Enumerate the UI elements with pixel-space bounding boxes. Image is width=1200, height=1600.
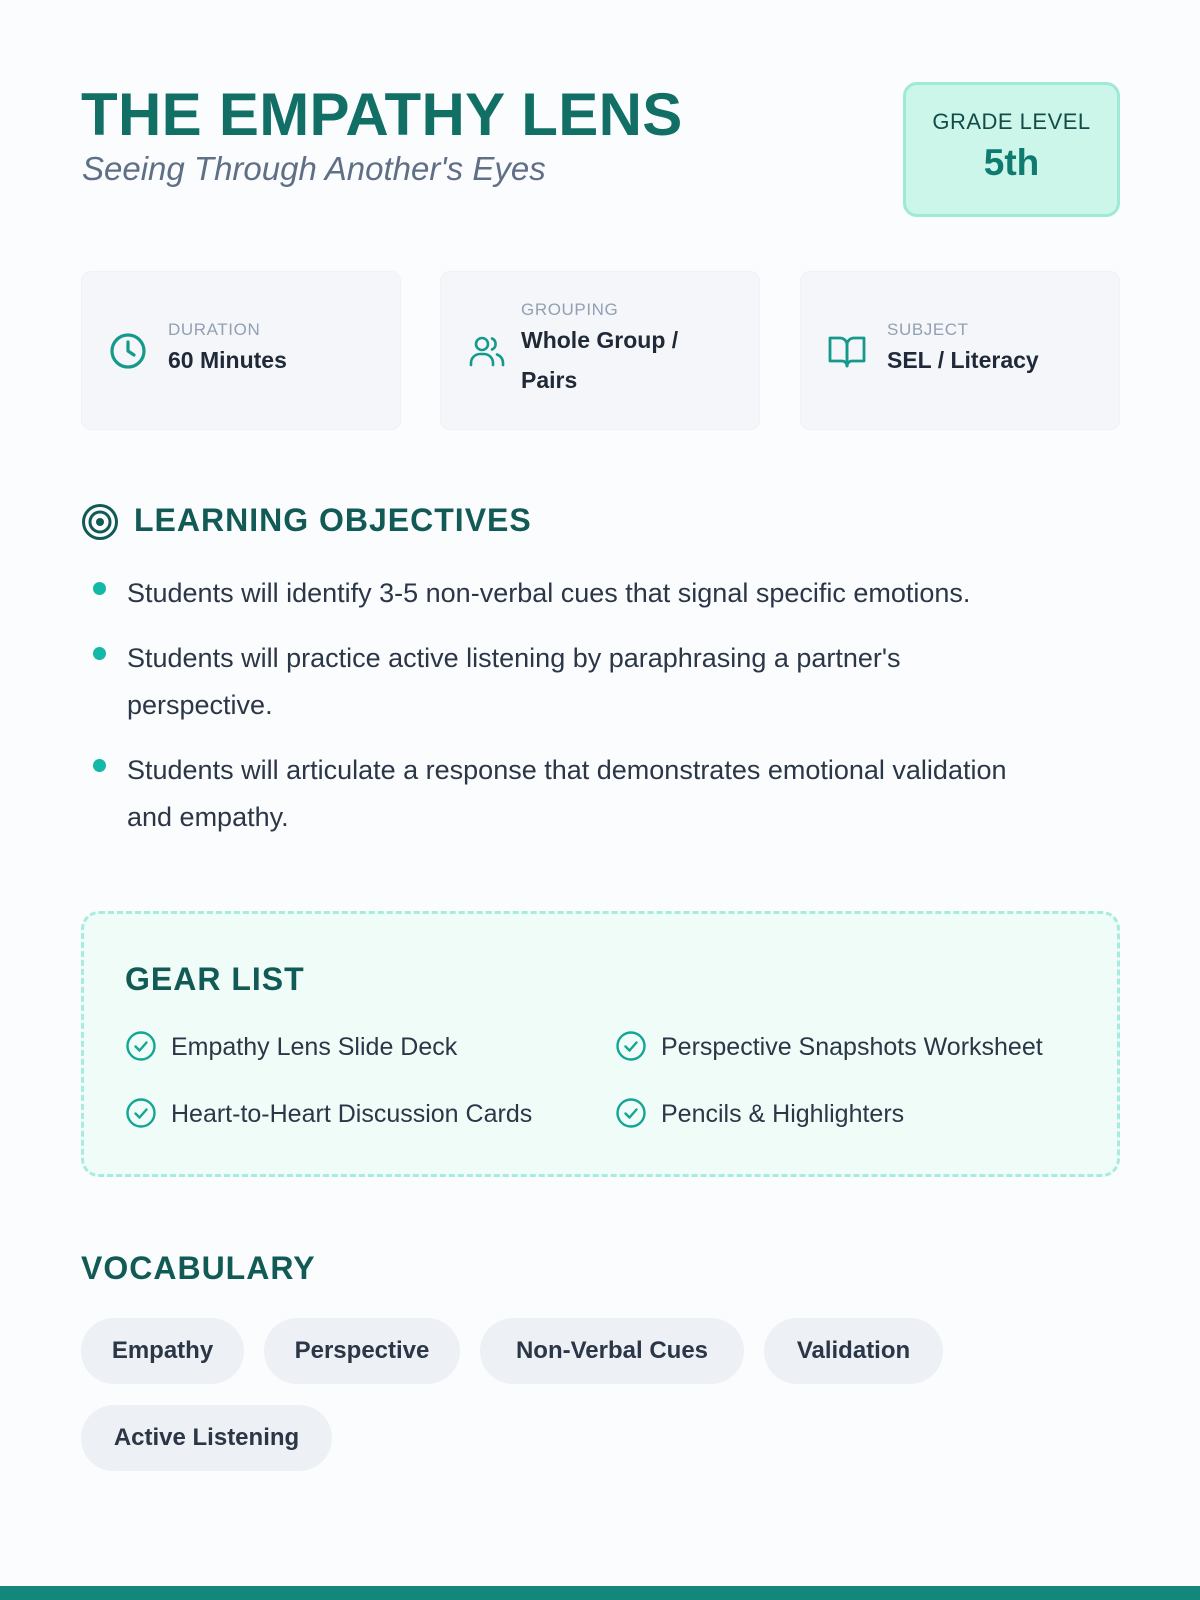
objectives-title: LEARNING OBJECTIVES <box>134 502 532 538</box>
footer-bar <box>0 1586 1200 1600</box>
page-title: THE EMPATHY LENS <box>81 81 683 148</box>
lesson-plan-page <box>81 0 1120 1600</box>
vocabulary-title: VOCABULARY <box>81 1250 316 1286</box>
duration-card <box>81 271 401 430</box>
vocab-chip: Active Listening <box>81 1405 332 1471</box>
objective-item <box>81 747 1120 841</box>
grouping-label: GROUPING <box>521 300 619 319</box>
objectives-header <box>81 500 781 542</box>
objective-item <box>81 570 1120 617</box>
vocab-chip: Perspective <box>264 1318 460 1384</box>
grouping-card <box>440 271 760 430</box>
users-icon <box>467 331 507 371</box>
check-circle-icon <box>125 1030 157 1062</box>
subject-label: SUBJECT <box>887 320 969 339</box>
check-circle-icon <box>125 1097 157 1129</box>
objective-text: Students will practice active listening by paraphrasing a partner's perspective. <box>127 643 901 720</box>
gear-list-title: GEAR LIST <box>125 961 305 997</box>
bullet-icon <box>93 582 106 595</box>
objective-text: Students will identify 3-5 non-verbal cues that signal specific emotions. <box>127 578 971 608</box>
grade-level-value: 5th <box>983 142 1040 183</box>
grade-level-label: GRADE LEVEL <box>932 109 1091 134</box>
bullet-icon <box>93 647 106 660</box>
page-subtitle: Seeing Through Another's Eyes <box>82 150 546 187</box>
objective-item <box>81 635 1120 729</box>
header <box>81 82 1120 217</box>
target-icon <box>81 503 119 541</box>
check-circle-icon <box>615 1030 647 1062</box>
objective-text: Students will articulate a response that demonstrates emotional validation and empathy. <box>127 755 1007 832</box>
objectives-list <box>81 570 1120 859</box>
subject-card <box>800 271 1120 430</box>
gear-item-label: Pencils & Highlighters <box>661 1100 905 1128</box>
grade-level-badge <box>903 82 1120 217</box>
info-cards <box>81 271 1120 430</box>
clock-icon <box>108 331 148 371</box>
vocab-chip: Non-Verbal Cues <box>480 1318 744 1384</box>
check-circle-icon <box>615 1097 647 1129</box>
duration-value: 60 Minutes <box>168 347 287 373</box>
grouping-value: Whole Group / Pairs <box>521 327 679 393</box>
gear-item-label: Empathy Lens Slide Deck <box>171 1033 458 1061</box>
vocab-chip: Empathy <box>81 1318 244 1384</box>
gear-item-label: Perspective Snapshots Worksheet <box>661 1033 1043 1061</box>
book-icon <box>827 331 867 371</box>
vocab-chip: Validation <box>764 1318 943 1384</box>
duration-label: DURATION <box>168 320 261 339</box>
gear-item-label: Heart-to-Heart Discussion Cards <box>171 1100 533 1128</box>
bullet-icon <box>93 759 106 772</box>
gear-list-box <box>81 911 1120 1177</box>
subject-value: SEL / Literacy <box>887 347 1039 373</box>
